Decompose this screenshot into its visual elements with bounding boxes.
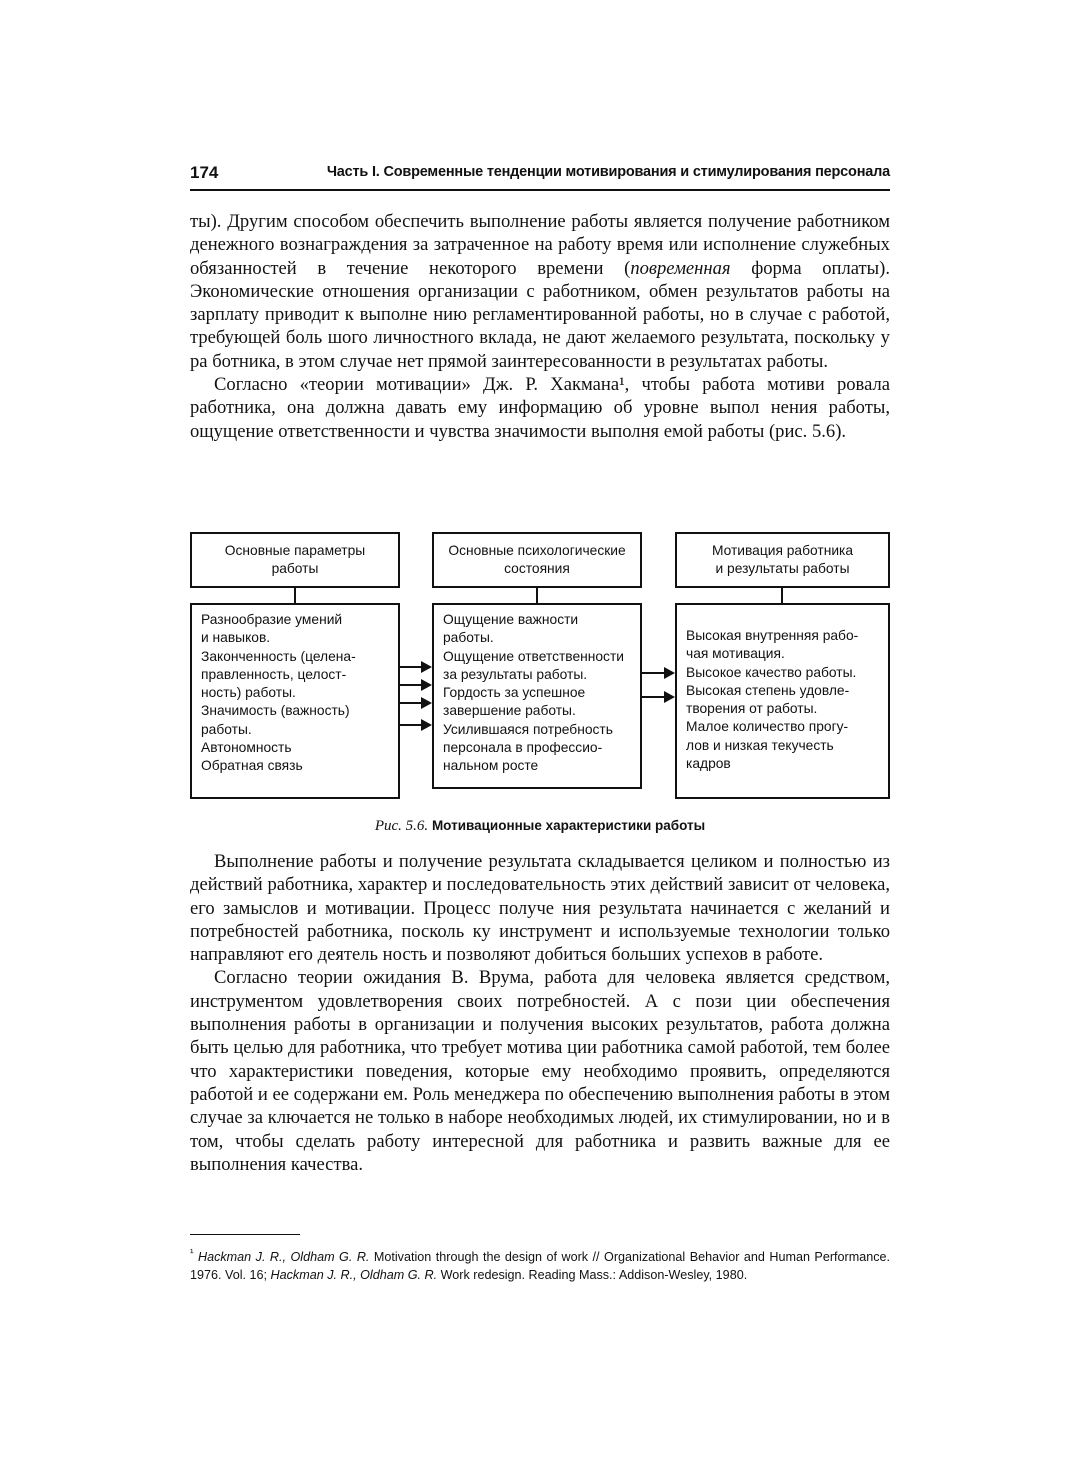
text-line: ку инструмент и используемые технологии только направляют его деятель xyxy=(190,920,891,966)
arrow-right-icon xyxy=(400,702,430,704)
text-line: ность и позволяют добиться больших успехов в работе. xyxy=(382,944,824,966)
text-line: ключается не только в наборе необходимых людей, их стимулировании, но xyxy=(267,1107,867,1129)
text-line: ем. Роль менеджера по обеспечению выполнения работы в этом случае за xyxy=(190,1083,890,1129)
list-item: завершение работы. xyxy=(443,703,576,719)
footnote-authors: Hackman J. R., Oldham G. R. xyxy=(270,1268,438,1283)
list-item: нальном росте xyxy=(443,758,539,774)
column-1-body xyxy=(190,603,400,799)
list-item: и навыков. xyxy=(201,630,271,646)
column-1-header xyxy=(190,532,400,588)
text-line: ния результата начинается с желаний и потребностей работника, посколь xyxy=(190,897,890,942)
text-line: которые ему необходимо проявить, определяются работой и ее содержани xyxy=(190,1060,891,1105)
footnote-text: Motivation through the design of work // Organizational Behavior and Human Performance. 1976. Vol. 16; xyxy=(190,1250,891,1283)
list-item: за результаты работы. xyxy=(443,666,588,682)
list-item: чая мотивация. xyxy=(686,646,785,662)
body-text-top xyxy=(190,210,890,443)
column-3-body xyxy=(675,603,890,799)
list-item: Разнообразие умений xyxy=(201,612,343,627)
paragraph xyxy=(190,850,890,966)
list-item: творения от работы. xyxy=(686,701,818,717)
list-item: Законченность (целена- xyxy=(201,648,356,664)
column-2-body xyxy=(432,603,642,789)
column-2-header-text: Основные психологические состояния xyxy=(448,542,626,576)
list-item: Высокая внутренняя рабо- xyxy=(686,628,859,643)
list-item: Ощущение ответственности xyxy=(443,648,624,664)
text-line: и полностью из действий работника, характер и последовательность этих xyxy=(190,851,890,896)
text-line: Согласно теории ожидания В. Врума, работа для человека является xyxy=(214,967,805,989)
text-line: шого личностного вклада, не дают желаемого результата, поскольку у ра xyxy=(190,327,890,372)
text-line: с работником, обмен результатов работы на зарплату приводит к выполне xyxy=(190,280,890,326)
list-item: Высокая степень удовле- xyxy=(686,682,850,698)
column-1-header-text: Основные параметры работы xyxy=(224,542,366,576)
list-item: ность) работы. xyxy=(201,685,296,701)
figure-diagram xyxy=(190,532,890,800)
text-line: или исполнение служебных обязанностей в течение некоторого времени xyxy=(190,234,890,279)
text-line: работником денежного вознаграждения за затраченное на работу время xyxy=(190,211,890,256)
paragraph xyxy=(190,966,890,1176)
list-item: правленность, целост- xyxy=(201,666,347,682)
list-item: работы. xyxy=(201,721,252,737)
italic-open: ( xyxy=(624,257,631,279)
text-line: ровала работника, она должна давать ему информацию об уровне выпол xyxy=(190,374,891,419)
list-item: Малое количество прогу- xyxy=(686,719,849,735)
connector xyxy=(536,588,538,604)
arrow-right-icon xyxy=(642,696,673,698)
list-item: Значимость (важность) xyxy=(201,703,350,719)
running-title: Часть I. Современные тенденции мотивирования и стимулирования персонала xyxy=(326,164,890,180)
text-line: ботника, в этом случае нет прямой заинтересованности в результатах xyxy=(212,350,767,372)
arrow-right-icon xyxy=(642,672,673,674)
arrow-right-icon xyxy=(400,724,430,726)
list-item: Усилившаяся потребность xyxy=(443,721,613,737)
arrow-right-icon xyxy=(400,666,430,668)
footnote-divider xyxy=(190,1234,300,1235)
footnote-authors: Hackman J. R., Oldham G. R. xyxy=(197,1250,370,1265)
text-line: нию регламентированной работы, но в случае с работой, требующей боль xyxy=(190,304,890,349)
column-3-header-text: Мотивация работника и результаты работы xyxy=(711,542,854,576)
footnote-text: Work redesign. Reading Mass.: Addison-Wesley, 1980. xyxy=(437,1268,748,1283)
text-line: нения работы, ощущение ответственности и чувства значимости выполня xyxy=(190,397,891,442)
text-line: работы. xyxy=(766,350,829,372)
page-number: 174 xyxy=(190,163,219,182)
text-line: и в том, чтобы сделать работу интересной для работника и развить важные xyxy=(190,1107,890,1152)
caption-label: Рис. 5.6. xyxy=(374,818,429,834)
list-item: Высокое качество работы. xyxy=(686,664,857,680)
column-2-header xyxy=(432,532,642,588)
connector xyxy=(294,588,296,604)
list-item: работы. xyxy=(443,630,494,646)
arrow-right-icon xyxy=(400,684,430,686)
list-item: Автономность xyxy=(201,740,292,756)
text-line: ции обеспечения выполнения работы в организации и получения высоких xyxy=(190,990,890,1036)
figure-caption xyxy=(190,818,890,835)
caption-title: Мотивационные характеристики работы xyxy=(431,818,706,833)
list-item: Гордость за успешное xyxy=(443,685,586,701)
text-line: Выполнение работы и получение результата складывается целиком xyxy=(214,851,764,872)
text-line: формa оплаты). Экономические отношения организации xyxy=(190,257,890,302)
text-line: Согласно «теории мотивации» Дж. Р. Хакмана¹, чтобы работа мотиви xyxy=(214,374,825,396)
italic-term: повременная xyxy=(630,257,752,279)
list-item: кадров xyxy=(686,756,731,772)
paragraph xyxy=(190,373,890,443)
text-line: емой работы (рис. 5.6). xyxy=(663,420,847,442)
column-3-header xyxy=(675,532,890,588)
paragraph xyxy=(190,210,890,373)
footnote xyxy=(190,1244,890,1284)
text-line: для ее выполнения качества. xyxy=(190,1130,891,1175)
text-line: ты). Другим способом обеспечить выполнение работы является получение xyxy=(190,211,798,232)
text-line: ции работника самой работой, тем более что характеристики поведения, xyxy=(190,1037,890,1082)
text-line: действий зависит от человека, его замыслов и мотивации. Процесс получе xyxy=(190,874,891,919)
footnote-marker: ¹ xyxy=(190,1247,194,1259)
list-item: Обратная связь xyxy=(201,758,303,774)
running-head xyxy=(190,163,890,191)
list-item: персонала в профессио- xyxy=(443,740,603,756)
text-line: результатов, работа должна быть целью для работника, что требует мотива xyxy=(190,1014,890,1059)
text-line: средством, инструментом удовлетворения своих потребностей. А с пози xyxy=(190,967,890,1012)
connector xyxy=(781,588,783,604)
body-text-bottom xyxy=(190,850,890,1176)
list-item: лов и низкая текучесть xyxy=(686,737,834,753)
list-item: Ощущение важности xyxy=(443,612,579,627)
